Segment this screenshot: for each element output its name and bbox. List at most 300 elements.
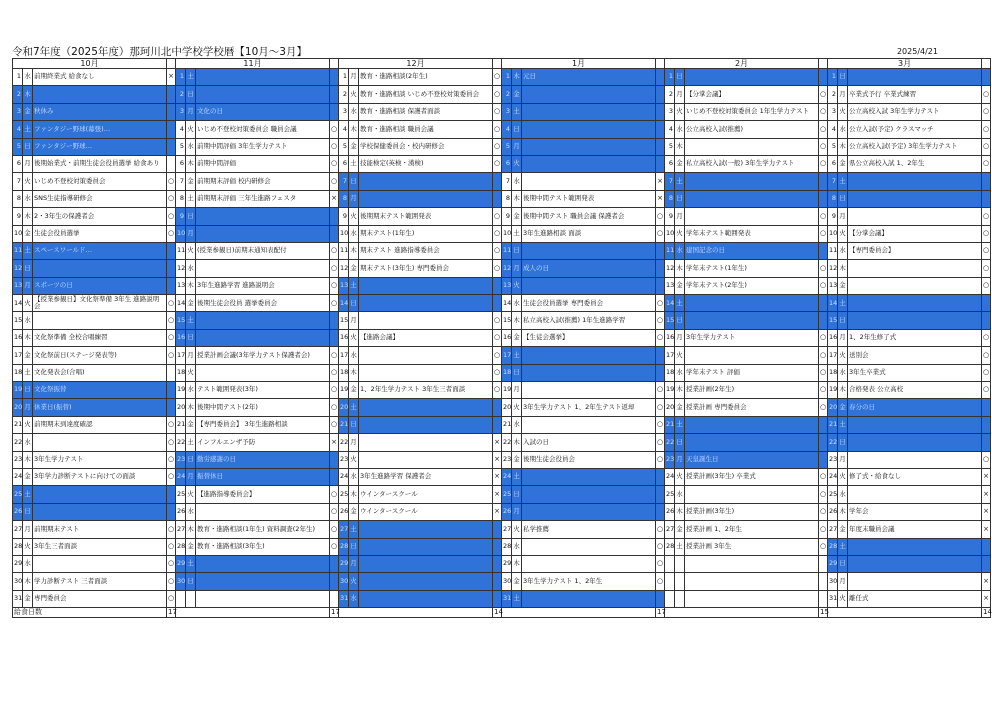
event-cell: 技能検定(英検・漢検) <box>359 155 493 172</box>
day-number <box>665 590 675 607</box>
weekday: 土 <box>23 242 33 259</box>
lunch-mark <box>982 538 991 555</box>
weekday: 金 <box>838 399 848 416</box>
event-cell <box>848 312 982 329</box>
lunch-mark: ○ <box>493 312 502 329</box>
day-number: 24 <box>339 468 349 485</box>
lunch-mark: ○ <box>982 451 991 468</box>
calendar-row <box>13 69 991 86</box>
lunch-mark <box>330 555 339 572</box>
event-cell <box>848 277 982 294</box>
lunch-mark: ○ <box>330 138 339 155</box>
event-cell <box>359 538 493 555</box>
calendar-row <box>13 590 991 607</box>
day-number: 26 <box>665 503 675 520</box>
day-number: 8 <box>828 190 838 207</box>
calendar-row <box>13 173 991 190</box>
event-cell: 私立高校入試(一般) 3年生学力テスト <box>685 155 819 172</box>
calendar-row <box>13 208 991 225</box>
day-number: 22 <box>502 434 512 451</box>
lunch-mark <box>819 312 828 329</box>
day-number: 22 <box>13 434 23 451</box>
day-number: 15 <box>176 312 186 329</box>
event-cell <box>522 382 656 399</box>
day-number: 19 <box>665 382 675 399</box>
lunch-mark <box>819 590 828 607</box>
event-cell <box>685 208 819 225</box>
lunch-mark: ○ <box>982 208 991 225</box>
day-number: 4 <box>13 121 23 138</box>
event-cell: 【専門委員会】 <box>848 242 982 259</box>
event-cell <box>848 295 982 312</box>
weekday <box>186 590 196 607</box>
event-cell <box>685 486 819 503</box>
day-number: 15 <box>665 312 675 329</box>
event-cell: 公立高校入試 3年生学力テスト <box>848 103 982 120</box>
day-number: 8 <box>339 190 349 207</box>
lunch-mark: ○ <box>819 208 828 225</box>
event-cell: 元日 <box>522 69 656 86</box>
day-number: 20 <box>828 399 838 416</box>
lunch-mark <box>330 573 339 590</box>
event-cell: スペースワールド… <box>33 242 167 259</box>
lunch-mark: ○ <box>819 86 828 103</box>
day-number: 25 <box>665 486 675 503</box>
lunch-mark: ○ <box>656 329 665 346</box>
event-cell <box>848 538 982 555</box>
lunch-mark: × <box>982 468 991 485</box>
event-cell: 文化祭前日(ステージ発表等) <box>33 347 167 364</box>
lunch-mark: ○ <box>493 347 502 364</box>
lunch-mark: ○ <box>656 208 665 225</box>
day-number: 9 <box>339 208 349 225</box>
lunch-mark <box>167 155 176 172</box>
lunch-mark: ○ <box>982 347 991 364</box>
lunch-mark: ○ <box>819 225 828 242</box>
day-number: 5 <box>176 138 186 155</box>
lunch-mark <box>330 208 339 225</box>
event-cell <box>33 486 167 503</box>
school-calendar-table <box>12 58 991 618</box>
event-cell: 文化発表会(合唱) <box>33 364 167 381</box>
lunch-mark <box>982 416 991 433</box>
day-number: 18 <box>176 364 186 381</box>
lunch-mark <box>167 260 176 277</box>
event-cell: 学年会 <box>848 503 982 520</box>
day-number: 13 <box>13 277 23 294</box>
day-number: 28 <box>665 538 675 555</box>
event-cell: 学年末テスト(2年生) <box>685 277 819 294</box>
event-cell <box>196 260 330 277</box>
lunch-mark <box>167 364 176 381</box>
day-number: 5 <box>13 138 23 155</box>
day-number: 2 <box>339 86 349 103</box>
event-cell <box>359 364 493 381</box>
weekday: 土 <box>186 312 196 329</box>
event-cell: 学年末テスト(1年生) <box>685 260 819 277</box>
day-number: 26 <box>828 503 838 520</box>
lunch-mark: ○ <box>167 521 176 538</box>
day-number: 4 <box>828 121 838 138</box>
event-cell: 後期始業式・前期生徒会役員選挙 給食あり <box>33 155 167 172</box>
weekday: 月 <box>838 573 848 590</box>
day-number: 12 <box>828 260 838 277</box>
weekday: 火 <box>838 590 848 607</box>
weekday: 木 <box>512 190 522 207</box>
day-number: 17 <box>665 347 675 364</box>
lunch-mark: ○ <box>819 486 828 503</box>
lunch-mark <box>656 242 665 259</box>
event-cell: 休業日(振替) <box>33 399 167 416</box>
day-number: 21 <box>339 416 349 433</box>
weekday: 金 <box>512 329 522 346</box>
weekday: 水 <box>838 121 848 138</box>
event-cell: いじめ不登校対策委員会 <box>33 173 167 190</box>
calendar-row <box>13 503 991 520</box>
event-cell <box>522 155 656 172</box>
weekday: 月 <box>186 347 196 364</box>
document-date: 2025/4/21 <box>896 47 938 56</box>
day-number: 14 <box>502 295 512 312</box>
weekday: 木 <box>186 399 196 416</box>
day-number: 22 <box>339 434 349 451</box>
lunch-mark: ○ <box>656 225 665 242</box>
day-number: 23 <box>502 451 512 468</box>
weekday: 木 <box>23 208 33 225</box>
event-cell <box>522 503 656 520</box>
day-number: 26 <box>502 503 512 520</box>
lunch-mark: ○ <box>819 260 828 277</box>
event-cell: ウインタースクール <box>359 486 493 503</box>
day-number: 24 <box>665 468 675 485</box>
event-cell: 前期中間評価 3年生学力テスト <box>196 138 330 155</box>
weekday: 月 <box>675 329 685 346</box>
day-number: 22 <box>828 434 838 451</box>
weekday: 月 <box>186 225 196 242</box>
event-cell: 授業計画 1、2年生 <box>685 521 819 538</box>
lunch-mark: ○ <box>656 434 665 451</box>
event-cell: 私立高校入試(推薦) 1年生進路学習 <box>522 312 656 329</box>
event-cell <box>522 173 656 190</box>
day-number: 16 <box>502 329 512 346</box>
lunch-mark: × <box>493 451 502 468</box>
weekday: 土 <box>675 173 685 190</box>
lunch-mark: ○ <box>167 190 176 207</box>
event-cell <box>848 486 982 503</box>
day-number: 13 <box>828 277 838 294</box>
weekday: 水 <box>675 486 685 503</box>
day-number: 30 <box>176 573 186 590</box>
event-cell <box>522 416 656 433</box>
event-cell <box>685 173 819 190</box>
weekday: 木 <box>512 69 522 86</box>
weekday: 土 <box>512 347 522 364</box>
weekday: 木 <box>23 86 33 103</box>
weekday: 日 <box>512 242 522 259</box>
day-number: 10 <box>13 225 23 242</box>
event-cell: 文化祭振替 <box>33 382 167 399</box>
lunch-days-label <box>176 608 330 618</box>
event-cell: 専門委員会 <box>33 590 167 607</box>
event-cell <box>522 555 656 572</box>
day-number: 16 <box>339 329 349 346</box>
lunch-mark: ○ <box>982 155 991 172</box>
lunch-mark <box>656 138 665 155</box>
weekday: 木 <box>512 555 522 572</box>
lunch-mark <box>493 399 502 416</box>
day-number: 8 <box>176 190 186 207</box>
weekday: 木 <box>838 382 848 399</box>
day-number: 31 <box>828 590 838 607</box>
lunch-mark <box>819 555 828 572</box>
lunch-mark: ○ <box>656 538 665 555</box>
calendar-row <box>13 155 991 172</box>
event-cell: 公立入試(予定) クラスマッチ <box>848 121 982 138</box>
weekday: 火 <box>186 486 196 503</box>
day-number: 2 <box>502 86 512 103</box>
event-cell <box>196 86 330 103</box>
lunch-mark <box>656 486 665 503</box>
event-cell: 授業計画(3年生) 卒業式 <box>685 468 819 485</box>
weekday: 火 <box>838 468 848 485</box>
day-number: 3 <box>13 103 23 120</box>
event-cell <box>522 138 656 155</box>
day-number: 30 <box>828 573 838 590</box>
event-cell <box>359 295 493 312</box>
event-cell <box>685 573 819 590</box>
weekday: 火 <box>675 225 685 242</box>
lunch-mark: ○ <box>330 364 339 381</box>
day-number: 15 <box>13 312 23 329</box>
lunch-mark: ○ <box>982 260 991 277</box>
day-number: 9 <box>828 208 838 225</box>
calendar-row <box>13 312 991 329</box>
day-number: 2 <box>176 86 186 103</box>
lunch-mark: ○ <box>493 138 502 155</box>
day-number <box>176 590 186 607</box>
lunch-mark <box>493 590 502 607</box>
weekday: 水 <box>838 364 848 381</box>
event-cell: 送別会 <box>848 347 982 364</box>
day-number: 7 <box>13 173 23 190</box>
day-number: 3 <box>828 103 838 120</box>
lunch-mark: × <box>656 190 665 207</box>
day-number: 31 <box>13 590 23 607</box>
lunch-mark: ○ <box>330 242 339 259</box>
weekday: 月 <box>512 138 522 155</box>
weekday: 日 <box>675 434 685 451</box>
lunch-mark <box>493 295 502 312</box>
day-number: 17 <box>828 347 838 364</box>
event-cell: 春分の日 <box>848 399 982 416</box>
day-number: 17 <box>176 347 186 364</box>
weekday: 水 <box>349 225 359 242</box>
weekday: 水 <box>512 295 522 312</box>
weekday: 火 <box>512 155 522 172</box>
day-number: 6 <box>502 155 512 172</box>
weekday: 土 <box>675 416 685 433</box>
lunch-mark: ○ <box>167 434 176 451</box>
day-number: 3 <box>176 103 186 120</box>
event-cell: 県公立高校入試 1、2年生 <box>848 155 982 172</box>
calendar-row <box>13 295 991 312</box>
lunch-mark: ○ <box>656 555 665 572</box>
day-number: 13 <box>665 277 675 294</box>
event-cell: 前期中間評価 <box>196 155 330 172</box>
month-header: 12月 <box>339 59 493 69</box>
weekday: 金 <box>349 138 359 155</box>
day-number: 17 <box>502 347 512 364</box>
weekday: 日 <box>186 86 196 103</box>
event-cell <box>359 173 493 190</box>
event-cell <box>685 69 819 86</box>
lunch-mark <box>819 451 828 468</box>
lunch-mark: × <box>982 503 991 520</box>
weekday: 金 <box>512 86 522 103</box>
day-number: 7 <box>828 173 838 190</box>
weekday: 土 <box>349 277 359 294</box>
lunch-mark: ○ <box>656 295 665 312</box>
day-number: 18 <box>339 364 349 381</box>
lunch-mark: ○ <box>493 208 502 225</box>
event-cell: 卒業式予行 卒業式練習 <box>848 86 982 103</box>
calendar-row <box>13 416 991 433</box>
event-cell <box>359 451 493 468</box>
weekday: 水 <box>512 173 522 190</box>
lunch-column-header <box>330 59 339 69</box>
lunch-mark: ○ <box>167 451 176 468</box>
weekday: 水 <box>512 416 522 433</box>
day-number: 11 <box>502 242 512 259</box>
lunch-mark: ○ <box>493 382 502 399</box>
lunch-mark: ○ <box>493 242 502 259</box>
weekday: 金 <box>512 573 522 590</box>
lunch-mark <box>656 103 665 120</box>
lunch-days-total: 14 <box>983 607 992 616</box>
month-header: 3月 <box>828 59 982 69</box>
weekday: 火 <box>675 347 685 364</box>
calendar-row <box>13 329 991 346</box>
event-cell <box>685 295 819 312</box>
lunch-mark: ○ <box>330 295 339 312</box>
weekday: 火 <box>838 225 848 242</box>
weekday: 水 <box>349 347 359 364</box>
weekday: 水 <box>349 590 359 607</box>
event-cell <box>522 86 656 103</box>
lunch-mark: ○ <box>819 277 828 294</box>
lunch-mark: ○ <box>330 260 339 277</box>
day-number: 21 <box>828 416 838 433</box>
lunch-mark <box>493 521 502 538</box>
day-number: 19 <box>502 382 512 399</box>
day-number: 1 <box>176 69 186 86</box>
event-cell: いじめ不登校対策委員会 1年生学力テスト <box>685 103 819 120</box>
weekday: 土 <box>349 155 359 172</box>
day-number: 1 <box>665 69 675 86</box>
weekday: 木 <box>349 486 359 503</box>
event-cell <box>196 225 330 242</box>
day-number: 24 <box>828 468 838 485</box>
weekday: 木 <box>675 138 685 155</box>
lunch-mark: × <box>982 521 991 538</box>
day-number: 17 <box>339 347 349 364</box>
calendar-row <box>13 260 991 277</box>
lunch-mark: ○ <box>656 416 665 433</box>
day-number: 23 <box>665 451 675 468</box>
weekday: 日 <box>186 451 196 468</box>
day-number: 7 <box>339 173 349 190</box>
lunch-days-label: 給食日数 <box>13 608 167 618</box>
weekday: 木 <box>512 312 522 329</box>
lunch-mark <box>330 590 339 607</box>
event-cell: 3年生学力テスト 1、2年生 <box>522 573 656 590</box>
weekday: 水 <box>23 69 33 86</box>
weekday: 月 <box>349 312 359 329</box>
weekday: 木 <box>349 121 359 138</box>
calendar-row <box>13 138 991 155</box>
weekday: 日 <box>675 312 685 329</box>
lunch-mark <box>819 434 828 451</box>
day-number: 30 <box>502 573 512 590</box>
lunch-mark: ○ <box>656 521 665 538</box>
event-cell <box>196 69 330 86</box>
weekday: 月 <box>349 434 359 451</box>
day-number: 4 <box>502 121 512 138</box>
event-cell <box>522 468 656 485</box>
day-number: 27 <box>176 521 186 538</box>
event-cell: 前期期末評価 校内研修会 <box>196 173 330 190</box>
weekday: 金 <box>349 260 359 277</box>
day-number: 18 <box>828 364 838 381</box>
weekday: 水 <box>23 190 33 207</box>
day-number: 27 <box>828 521 838 538</box>
weekday: 木 <box>838 138 848 155</box>
event-cell: 授業計画(3年生) <box>685 503 819 520</box>
lunch-mark: ○ <box>330 382 339 399</box>
day-number: 28 <box>176 538 186 555</box>
day-number: 9 <box>665 208 675 225</box>
weekday: 土 <box>675 538 685 555</box>
weekday: 日 <box>675 69 685 86</box>
weekday: 土 <box>186 69 196 86</box>
weekday: 土 <box>675 295 685 312</box>
day-number: 14 <box>13 295 23 312</box>
weekday: 火 <box>349 86 359 103</box>
day-number: 27 <box>502 521 512 538</box>
lunch-mark: ○ <box>819 503 828 520</box>
event-cell: テスト範囲発表(3年) <box>196 382 330 399</box>
lunch-mark: ○ <box>167 312 176 329</box>
lunch-mark: ○ <box>819 382 828 399</box>
day-number: 1 <box>828 69 838 86</box>
day-number: 3 <box>339 103 349 120</box>
lunch-mark <box>982 69 991 86</box>
day-number: 19 <box>176 382 186 399</box>
day-number: 18 <box>502 364 512 381</box>
day-number: 10 <box>339 225 349 242</box>
weekday: 月 <box>23 155 33 172</box>
weekday: 火 <box>186 242 196 259</box>
weekday: 水 <box>186 138 196 155</box>
lunch-mark <box>493 173 502 190</box>
weekday: 日 <box>186 329 196 346</box>
weekday: 水 <box>838 242 848 259</box>
day-number: 2 <box>828 86 838 103</box>
event-cell: 3年生学力テスト 1、2年生テスト返却 <box>522 399 656 416</box>
lunch-mark: ○ <box>982 103 991 120</box>
lunch-mark <box>330 329 339 346</box>
day-number: 4 <box>665 121 675 138</box>
